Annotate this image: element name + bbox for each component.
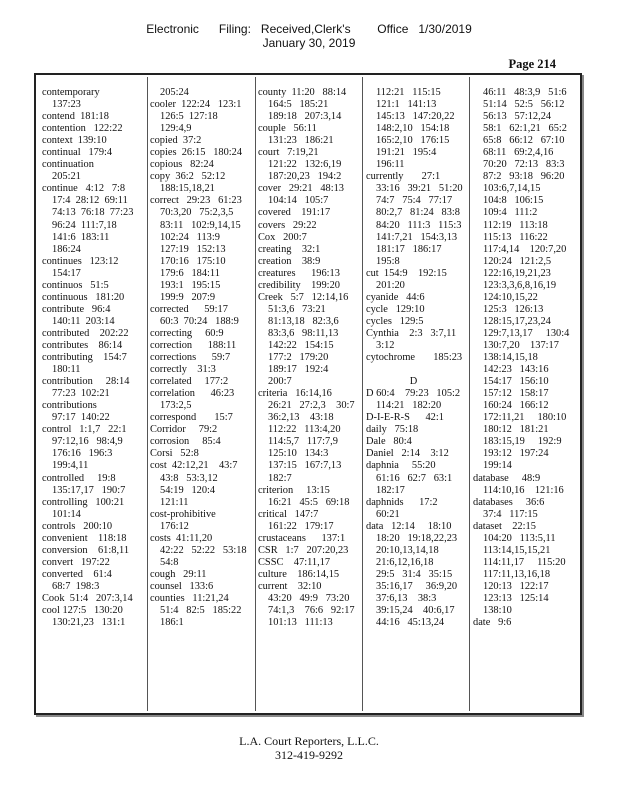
index-entry-continuation: 176:12 <box>160 520 189 532</box>
index-entry-continuation: 176:16 196:3 <box>52 448 113 460</box>
index-entry: CSSC 47:11,17 <box>258 556 331 568</box>
index-entry: continues 123:12 <box>42 255 119 267</box>
index-entry: county 11:20 88:14 <box>258 87 347 98</box>
index-entry: daphnia 55:20 <box>366 460 436 472</box>
index-entry-continuation: 83:3,6 98:11,13 <box>268 327 339 339</box>
index-entry-continuation: 165:2,10 176:15 <box>376 135 450 147</box>
index-entry-continuation: 114:5,7 117:7,9 <box>268 436 338 448</box>
index-entry: cover 29:21 48:13 <box>258 183 344 195</box>
index-entry-continuation: 114:10,16 121:16 <box>483 484 564 496</box>
index-entry-continuation: 18:20 19:18,22,23 <box>376 532 458 544</box>
index-entry: criterion 13:15 <box>258 484 330 496</box>
index-entry-continuation: 180:11 <box>52 364 81 376</box>
index-entry-continuation: 200:7 <box>268 376 292 388</box>
index-entry-continuation: 199:14 <box>483 460 512 472</box>
index-entry-continuation: 189:17 192:4 <box>268 364 329 376</box>
index-entry-continuation: 37:6,13 38:3 <box>376 592 437 604</box>
index-entry-continuation: 83:11 102:9,14,15 <box>160 219 241 231</box>
index-entry: copies 26:15 180:24 <box>150 147 243 159</box>
index-entry-continuation: 17:4 28:12 69:11 <box>52 195 128 207</box>
index-entry-continuation: 112:21 115:15 <box>376 87 441 98</box>
index-entry-continuation: 26:21 27:2,3 30:7 <box>268 400 355 412</box>
index-entry-continuation: 68:11 69:2,4,16 <box>483 147 554 159</box>
index-entry: Cox 200:7 <box>258 231 307 243</box>
index-entry: daphnids 17:2 <box>366 496 438 508</box>
index-entry: correlated 177:2 <box>150 376 229 388</box>
index-entry-continuation: 51:14 52:5 56:12 <box>483 99 565 111</box>
index-entry: contributions <box>42 400 97 412</box>
index-entry-continuation: 130:7,20 137:17 <box>483 339 559 351</box>
index-entry-continuation: 121:11 <box>160 496 189 508</box>
index-entry: cytochrome 185:23 <box>366 352 463 364</box>
index-entry-continuation: 60:21 <box>376 508 400 520</box>
index-entry-continuation: 33:16 39:21 51:20 <box>376 183 463 195</box>
index-entry: continuos 51:5 <box>42 279 109 291</box>
index-entry: context 139:10 <box>42 135 107 147</box>
index-entry: converted 61:4 <box>42 568 112 580</box>
column-divider <box>469 77 470 711</box>
index-entry: cycle 129:10 <box>366 303 425 315</box>
index-entry: Corridor 79:2 <box>150 424 218 436</box>
index-entry: copy 36:2 52:12 <box>150 171 226 183</box>
index-entry-continuation: 142:22 154:15 <box>268 339 334 351</box>
index-entry-continuation: 51:4 82:5 185:22 <box>160 605 242 617</box>
index-entry: contention 122:22 <box>42 123 123 135</box>
index-entry-continuation: 142:23 143:16 <box>483 364 549 376</box>
index-entry: currently 27:1 <box>366 171 441 183</box>
index-entry: covers 29:22 <box>258 219 317 231</box>
index-entry: cough 29:11 <box>150 568 207 580</box>
index-entry: daily 75:18 <box>366 424 419 436</box>
index-entry: date 9:6 <box>473 617 512 629</box>
index-entry: Creek 5:7 12:14,16 <box>258 291 349 303</box>
index-entry-continuation: 117:11,13,16,18 <box>483 568 551 580</box>
index-entry-continuation: 39:15,24 40:6,17 <box>376 605 455 617</box>
index-column-3 <box>258 87 355 629</box>
index-entry: CSR 1:7 207:20,23 <box>258 544 349 556</box>
index-entry-continuation: 181:17 186:17 <box>376 243 442 255</box>
index-entry-continuation: 180:12 181:21 <box>483 424 549 436</box>
index-entry: corrections 59:7 <box>150 352 231 364</box>
index-entry-continuation: 35:16,17 36:9,20 <box>376 580 458 592</box>
index-entry-continuation: 123:3,3,6,8,16,19 <box>483 279 557 291</box>
index-entry-continuation: 112:19 113:18 <box>483 219 548 231</box>
index-entry-continuation: 44:16 45:13,24 <box>376 617 445 629</box>
index-entry: contemporary <box>42 87 100 98</box>
index-entry: continue 4:12 7:8 <box>42 183 126 195</box>
index-entry: couple 56:11 <box>258 123 317 135</box>
index-entry-continuation: 196:11 <box>376 159 405 171</box>
index-entry <box>366 364 463 376</box>
index-entry: databases 36:6 <box>473 496 545 508</box>
index-entry: controlled 19:8 <box>42 472 116 484</box>
index-column-4 <box>366 87 463 629</box>
index-entry-continuation: 120:24 121:2,5 <box>483 255 552 267</box>
index-entry-continuation: 124:10,15,22 <box>483 291 538 303</box>
index-entry-continuation: 3:12 <box>376 339 395 351</box>
index-entry-continuation: 114:11,17 115:20 <box>483 556 566 568</box>
index-column-1 <box>42 87 133 629</box>
index-entry-continuation: 125:3 126:13 <box>483 303 544 315</box>
index-entry-continuation: 21:6,12,16,18 <box>376 556 434 568</box>
index-entry: copied 37:2 <box>150 135 202 147</box>
index-entry: cut 154:9 192:15 <box>366 267 447 279</box>
index-entry-continuation: 104:20 113:5,11 <box>483 532 556 544</box>
index-entry-continuation: 117:4,14 120:7,20 <box>483 243 567 255</box>
filing-stamp-date: January 30, 2019 <box>262 36 356 50</box>
column-divider <box>362 77 363 711</box>
index-entry-continuation: 183:15,19 192:9 <box>483 436 562 448</box>
index-entry: continuous 181:20 <box>42 291 125 303</box>
index-entry-continuation: 188:15,18,21 <box>160 183 215 195</box>
index-entry-continuation: 182:17 <box>376 484 405 496</box>
index-entry: D-I-E-R-S 42:1 <box>366 412 444 424</box>
index-entry-continuation: 113:14,15,15,21 <box>483 544 551 556</box>
index-entry-continuation: 42:22 52:22 53:18 <box>160 544 247 556</box>
index-entry-continuation: 129:4,9 <box>160 123 192 135</box>
index-entry-continuation: 129:7,13,17 130:4 <box>483 327 570 339</box>
index-entry: contribute 96:4 <box>42 303 111 315</box>
index-entry-continuation: 120:13 122:17 <box>483 580 549 592</box>
index-entry-continuation: 97:17 140:22 <box>52 412 110 424</box>
index-entry-continuation: 51:3,6 73:21 <box>268 303 326 315</box>
index-entry: costs 41:11,20 <box>150 532 213 544</box>
index-entry-continuation: 154:17 <box>52 267 81 279</box>
index-entry-continuation: 141:6 183:11 <box>52 231 110 243</box>
index-entry-continuation: 70:20 72:13 83:3 <box>483 159 565 171</box>
index-entry: controls 200:10 <box>42 520 113 532</box>
index-entry: Cook 51:4 207:3,14 <box>42 592 133 604</box>
index-entry: corrosion 85:4 <box>150 436 221 448</box>
index-entry-continuation: 43:8 53:3,12 <box>160 472 218 484</box>
index-entry: credibility 199:20 <box>258 279 340 291</box>
index-entry: D 60:4 79:23 105:2 <box>366 388 461 400</box>
index-entry: contributed 202:22 <box>42 327 129 339</box>
index-entry: critical 147:7 <box>258 508 319 520</box>
index-entry: convert 197:22 <box>42 556 110 568</box>
index-entry-continuation: 179:6 184:11 <box>160 267 220 279</box>
index-entry: cycles 129:5 <box>366 315 424 327</box>
index-entry: contributing 154:7 <box>42 352 127 364</box>
index-entry-continuation: 102:24 113:9 <box>160 231 220 243</box>
index-entry-continuation: 121:22 132:6,19 <box>268 159 342 171</box>
index-entry-continuation: 137:15 167:7,13 <box>268 460 342 472</box>
index-entry-continuation: 135:17,17 190:7 <box>52 484 126 496</box>
filing-stamp-line1: Electronic Filing: Received,Clerk's Office 1/30/2019 <box>146 22 472 36</box>
index-entry-continuation: 61:16 62:7 63:1 <box>376 472 453 484</box>
index-entry: correct 29:23 61:23 <box>150 195 242 207</box>
index-entry-continuation: 201:20 <box>376 279 405 291</box>
index-entry-continuation: 130:21,23 131:1 <box>52 617 126 629</box>
column-divider <box>255 77 256 711</box>
index-entry: Dale 80:4 <box>366 436 412 448</box>
index-entry-continuation: 46:11 48:3,9 51:6 <box>483 87 567 98</box>
index-entry: correlation 46:23 <box>150 388 235 400</box>
index-entry-continuation: 77:23 102:21 <box>52 388 110 400</box>
index-entry-continuation: 101:13 111:13 <box>268 617 333 629</box>
index-entry-continuation: 68:7 198:3 <box>52 580 100 592</box>
index-entry-continuation: 193:12 197:24 <box>483 448 549 460</box>
index-entry-continuation: 182:7 <box>268 472 292 484</box>
index-entry: cool 127:5 130:20 <box>42 605 123 617</box>
index-entry: dataset 22:15 <box>473 520 536 532</box>
index-entry: counties 11:21,24 <box>150 592 229 604</box>
index-entry: court 7:19,21 <box>258 147 319 159</box>
index-entry-continuation: 29:5 31:4 35:15 <box>376 568 453 580</box>
index-entry: data 12:14 18:10 <box>366 520 452 532</box>
index-entry-continuation: 195:8 <box>376 255 400 267</box>
index-entry-continuation: 170:16 175:10 <box>160 255 226 267</box>
index-entry-continuation: 115:13 116:22 <box>483 231 548 243</box>
footer-phone: 312-419-9292 <box>275 748 343 762</box>
index-entry: continual 179:4 <box>42 147 113 159</box>
index-entry-continuation: 199:4,11 <box>52 460 89 472</box>
index-entry: contributes 86:14 <box>42 339 123 351</box>
index-entry: control 1:1,7 22:1 <box>42 424 127 436</box>
column-divider <box>147 77 148 711</box>
index-entry: Daniel 2:14 3:12 <box>366 448 449 460</box>
index-entry: cooler 122:24 123:1 <box>150 99 242 111</box>
index-entry: Corsi 52:8 <box>150 448 199 460</box>
index-entry: cyanide 44:6 <box>366 291 425 303</box>
index-entry: contend 181:18 <box>42 111 109 123</box>
index-entry-continuation: 65:8 66:12 67:10 <box>483 135 565 147</box>
index-box <box>34 73 582 715</box>
index-entry-continuation: 43:20 49:9 73:20 <box>268 592 350 604</box>
index-entry-continuation: 103:6,7,14,15 <box>483 183 541 195</box>
index-entry-continuation: 164:5 185:21 <box>268 99 329 111</box>
index-entry: correspond 15:7 <box>150 412 233 424</box>
index-entry: current 32:10 <box>258 580 322 592</box>
index-entry-continuation: 36:2,13 43:18 <box>268 412 334 424</box>
index-entry-continuation: 160:24 166:12 <box>483 400 549 412</box>
index-entry: covered 191:17 <box>258 207 331 219</box>
index-entry-continuation: 157:12 158:17 <box>483 388 549 400</box>
index-entry-continuation: 97:12,16 98:4,9 <box>52 436 123 448</box>
index-entry-continuation: 123:13 125:14 <box>483 592 549 604</box>
index-entry-continuation: 193:1 195:15 <box>160 279 221 291</box>
index-entry: creating 32:1 <box>258 243 321 255</box>
index-entry: continuation <box>42 159 94 171</box>
index-entry-continuation: 70:3,20 75:2,3,5 <box>160 207 234 219</box>
index-entry: contribution 28:14 <box>42 376 130 388</box>
index-entry-continuation: 172:11,21 180:10 <box>483 412 567 424</box>
index-entry-continuation: 81:13,18 82:3,6 <box>268 315 339 327</box>
footer-company: L.A. Court Reporters, L.L.C. <box>239 734 379 748</box>
index-entry-continuation: 177:2 179:20 <box>268 352 329 364</box>
index-entry: criteria 16:14,16 <box>258 388 332 400</box>
index-entry-continuation: 104:8 106:15 <box>483 195 544 207</box>
index-entry-continuation: 128:15,17,23,24 <box>483 315 551 327</box>
index-entry: cost-prohibitive <box>150 508 216 520</box>
index-column-2 <box>150 87 247 629</box>
index-entry: database 48:9 <box>473 472 541 484</box>
index-entry: creation 38:9 <box>258 255 321 267</box>
index-entry-continuation: 205:24 <box>160 87 189 98</box>
index-entry-continuation: 58:1 62:1,21 65:2 <box>483 123 567 135</box>
index-entry-continuation: 186:24 <box>52 243 81 255</box>
index-entry-continuation: 126:5 127:18 <box>160 111 218 123</box>
index-entry: culture 186:14,15 <box>258 568 340 580</box>
index-entry-continuation: 114:21 182:20 <box>376 400 442 412</box>
index-entry-continuation: 54:19 120:4 <box>160 484 216 496</box>
index-entry-continuation: 74:1,3 76:6 92:17 <box>268 605 355 617</box>
index-entry: correcting 60:9 <box>150 327 224 339</box>
index-entry-continuation: 60:3 70:24 188:9 <box>160 315 239 327</box>
index-entry-continuation: 54:8 <box>160 556 179 568</box>
index-column-5 <box>473 87 569 629</box>
index-entry-continuation: 138:14,15,18 <box>483 352 538 364</box>
index-entry-continuation: 173:2,5 <box>160 400 192 412</box>
index-entry: copious 82:24 <box>150 159 214 171</box>
index-entry: controlling 100:21 <box>42 496 125 508</box>
index-entry: correctly 31:3 <box>150 364 216 376</box>
index-entry-continuation: 186:1 <box>160 617 184 629</box>
index-entry: crustaceans 137:1 <box>258 532 346 544</box>
page-number: Page 214 <box>508 57 556 71</box>
index-entry-continuation: 191:21 195:4 <box>376 147 437 159</box>
index-entry-continuation: 20:10,13,14,18 <box>376 544 439 556</box>
index-entry-continuation: 56:13 57:12,24 <box>483 111 552 123</box>
index-entry: convenient 118:18 <box>42 532 127 544</box>
index-entry-continuation: 140:11 203:14 <box>52 315 115 327</box>
index-entry-continuation: 84:20 111:3 115:3 <box>376 219 462 231</box>
index-entry: counsel 133:6 <box>150 580 214 592</box>
index-entry-continuation: 148:2,10 154:18 <box>376 123 450 135</box>
index-entry-continuation: 37:4 117:15 <box>483 508 538 520</box>
index-entry-continuation: 187:20,23 194:2 <box>268 171 342 183</box>
index-section-letter: D <box>409 376 418 388</box>
index-entry: creatures 196:13 <box>258 267 340 279</box>
index-entry-continuation: 141:7,21 154:3,13 <box>376 231 458 243</box>
index-entry-continuation: 161:22 179:17 <box>268 520 334 532</box>
index-entry-continuation: 131:23 186:21 <box>268 135 334 147</box>
index-entry-continuation: 137:23 <box>52 99 81 111</box>
index-entry-continuation: 122:16,19,21,23 <box>483 267 551 279</box>
index-entry-continuation: 101:14 <box>52 508 81 520</box>
index-entry-continuation: 87:2 93:18 96:20 <box>483 171 565 183</box>
filing-stamp-header <box>0 22 618 50</box>
index-entry: corrected 59:17 <box>150 303 228 315</box>
index-entry: correction 188:11 <box>150 339 237 351</box>
index-entry-continuation: 74:7 75:4 77:17 <box>376 195 453 207</box>
index-entry-continuation: 145:13 147:20,22 <box>376 111 455 123</box>
index-entry: Cynthia 2:3 3:7,11 <box>366 327 457 339</box>
index-entry-continuation: 125:10 134:3 <box>268 448 329 460</box>
index-entry-continuation: 109:4 111:2 <box>483 207 538 219</box>
index-entry-continuation: 138:10 <box>483 605 512 617</box>
index-entry-continuation: 104:14 105:7 <box>268 195 329 207</box>
index-entry-continuation: 112:22 113:4,20 <box>268 424 341 436</box>
index-entry-continuation: 127:19 152:13 <box>160 243 226 255</box>
index-entry-continuation: 189:18 207:3,14 <box>268 111 342 123</box>
index-entry: cost 42:12,21 43:7 <box>150 460 238 472</box>
index-entry-continuation: 205:21 <box>52 171 81 183</box>
index-entry: conversion 61:8,11 <box>42 544 130 556</box>
index-entry-continuation: 74:13 76:18 77:23 <box>52 207 134 219</box>
footer <box>0 734 618 762</box>
index-entry-continuation: 16:21 45:5 69:18 <box>268 496 350 508</box>
index-entry-continuation: 154:17 156:10 <box>483 376 549 388</box>
index-entry-continuation: 121:1 141:13 <box>376 99 437 111</box>
index-entry-continuation: 199:9 207:9 <box>160 291 216 303</box>
index-entry-continuation: 96:24 111:7,18 <box>52 219 117 231</box>
index-entry-continuation: 80:2,7 81:24 83:8 <box>376 207 460 219</box>
